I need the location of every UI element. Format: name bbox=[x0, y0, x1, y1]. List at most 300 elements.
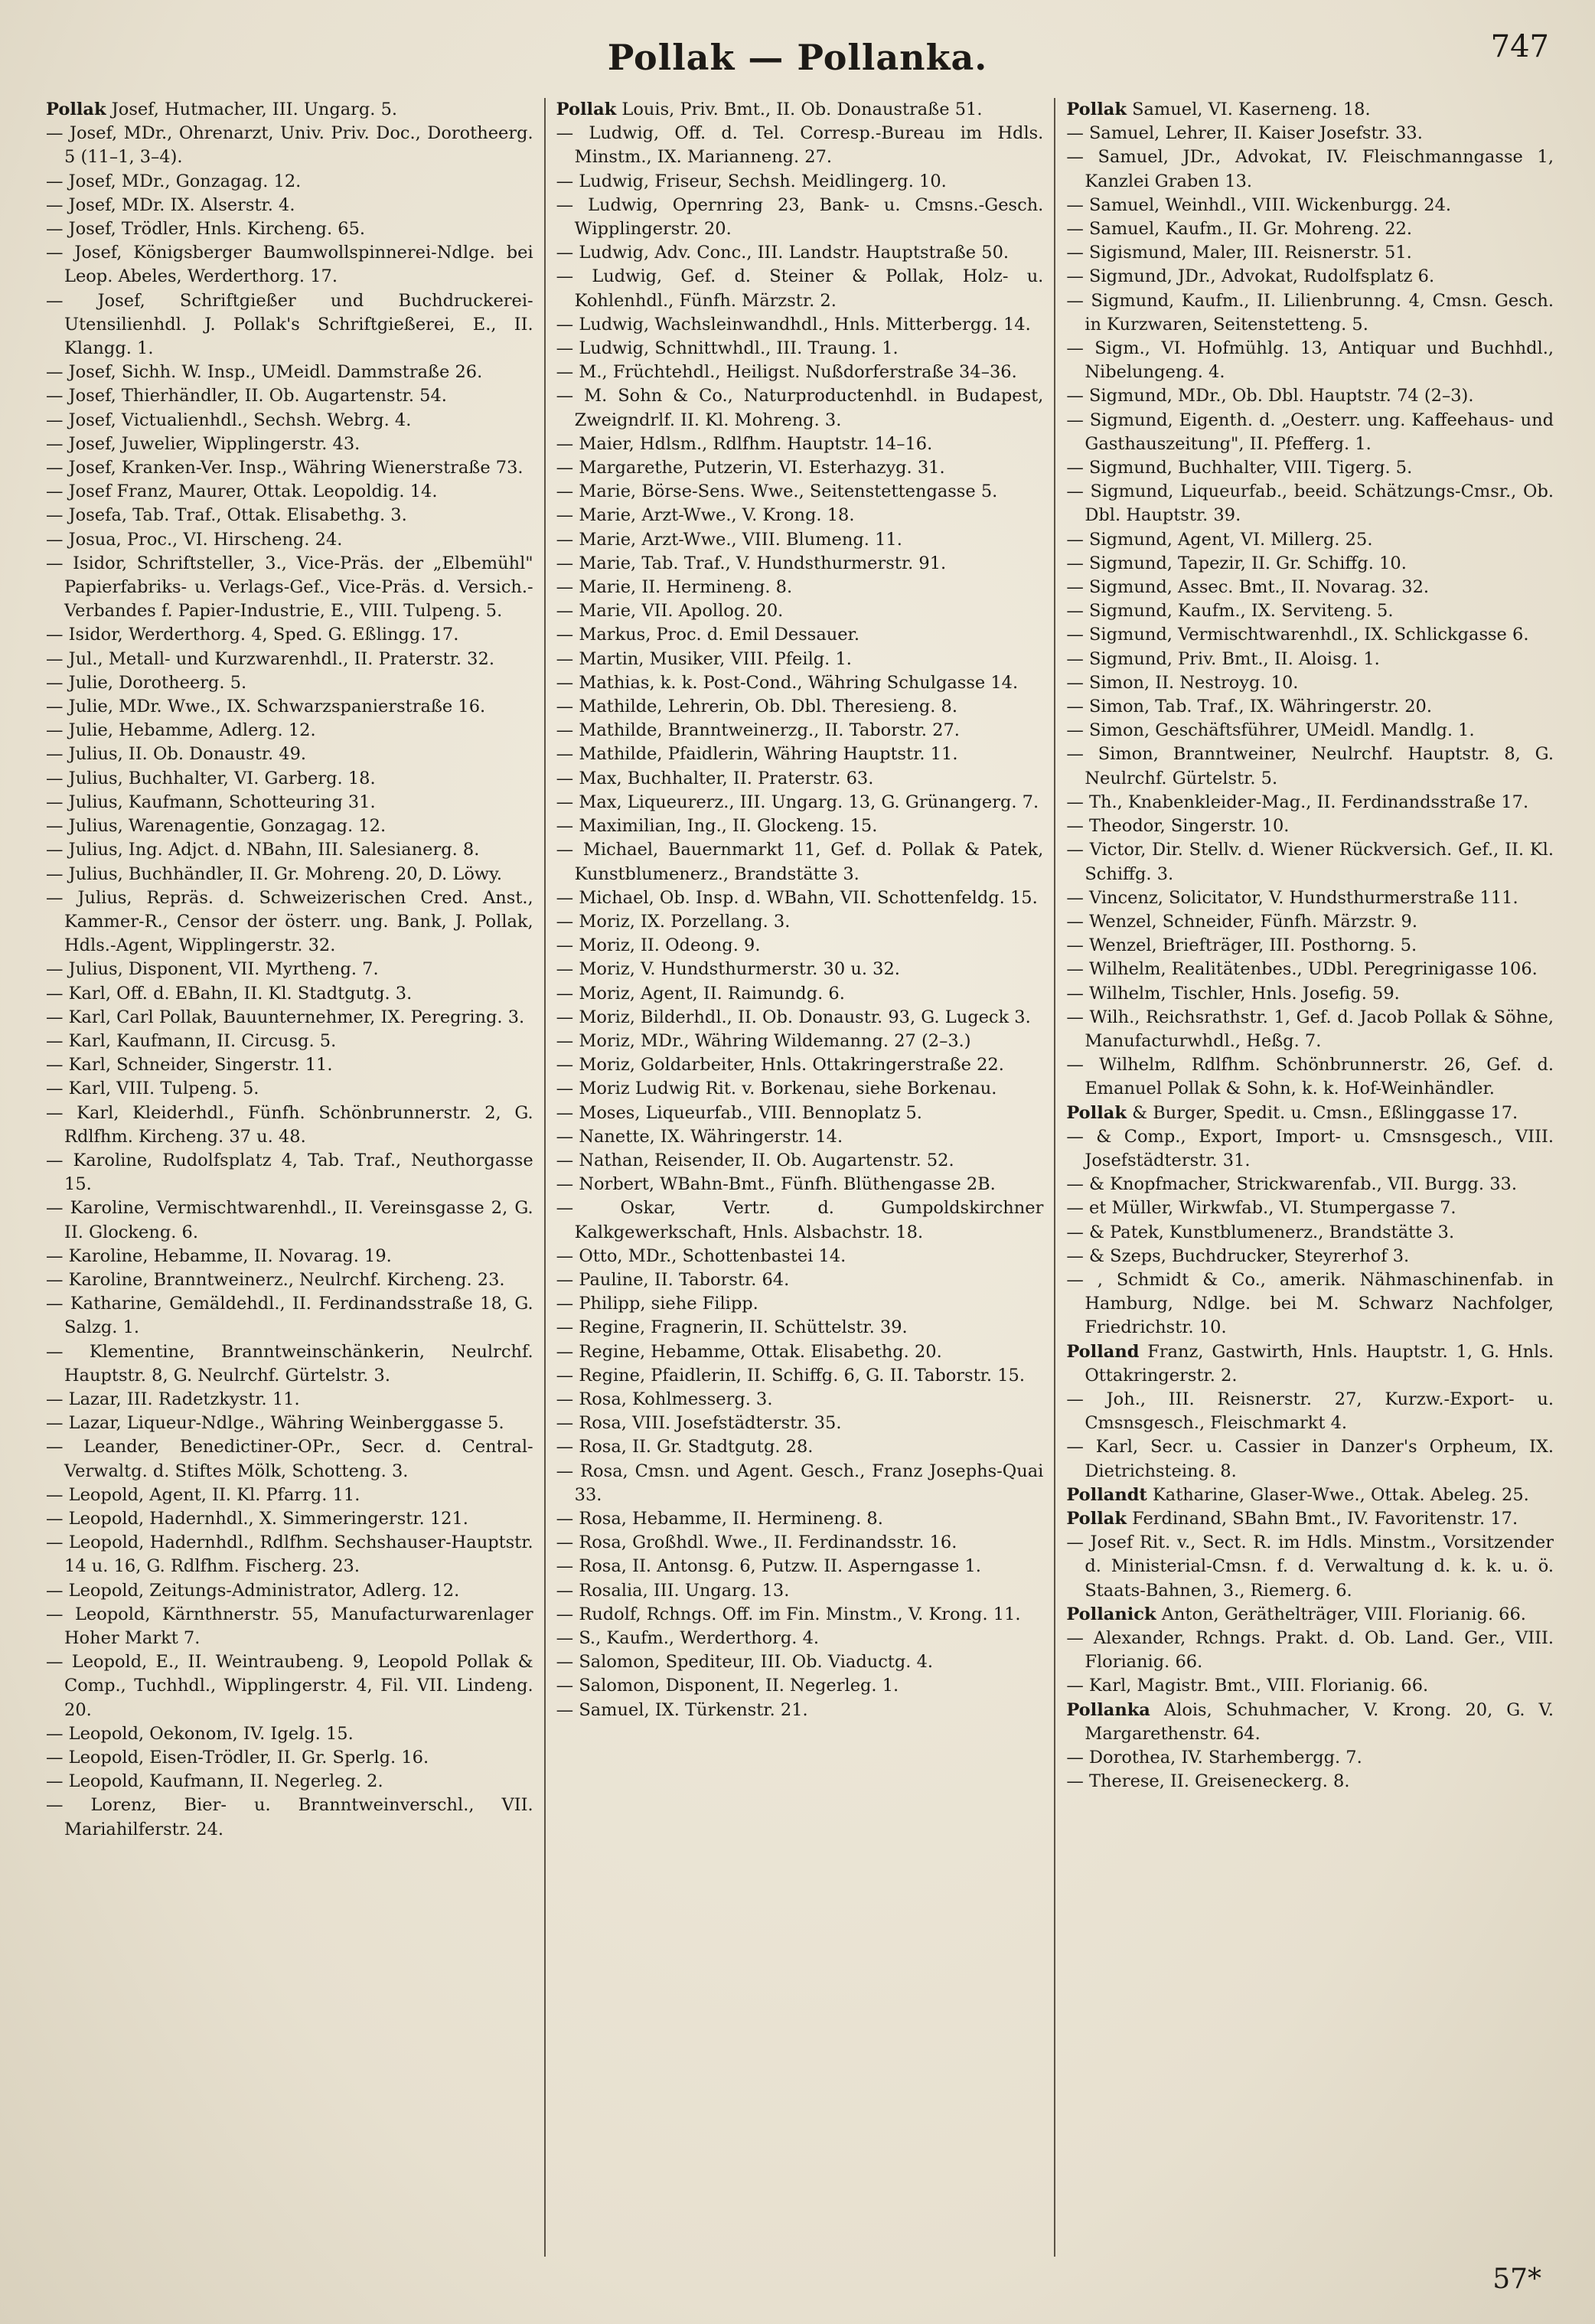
entry-text: — Josef, Victualienhdl., Sechsh. Webrg. 4. bbox=[46, 410, 412, 430]
entry-text: — Max, Liqueurerz., III. Ungarg. 13, G. Grünangerg. 7. bbox=[556, 792, 1039, 812]
directory-entry bbox=[46, 1650, 533, 1722]
directory-entry bbox=[556, 337, 1044, 361]
entry-text: — Lazar, III. Radetzkystr. 11. bbox=[46, 1389, 300, 1409]
directory-entry bbox=[46, 1794, 533, 1841]
entry-text: — Karoline, Branntweinerz., Neulrchf. Kircheng. 23. bbox=[46, 1269, 505, 1290]
directory-entry bbox=[46, 743, 533, 766]
directory-entry bbox=[556, 1699, 1044, 1722]
directory-column bbox=[549, 98, 1052, 2257]
directory-entry bbox=[46, 170, 533, 194]
directory-entry bbox=[46, 1770, 533, 1794]
entry-text: — Simon, Branntweiner, Neulrchf. Hauptstr. 8, G. Neulrchf. Gürtelstr. 5. bbox=[1066, 744, 1554, 788]
entry-text: — Marie, Tab. Traf., V. Hundsthurmerstr. 91. bbox=[556, 553, 947, 573]
directory-entry bbox=[1066, 791, 1554, 814]
entry-text: — Salomon, Spediteur, III. Ob. Viaductg. 4. bbox=[556, 1652, 934, 1673]
entry-text: — Leopold, E., II. Weintraubeng. 9, Leopold Pollak & Comp., Tuchhdl., Wipplingerstr. 4, Fil. VII. Lindeng. 20. bbox=[46, 1652, 533, 1720]
entry-text: — Salomon, Disponent, II. Negerleg. 1. bbox=[556, 1676, 899, 1696]
entry-text: — Rosalia, III. Ungarg. 13. bbox=[556, 1580, 790, 1601]
entry-text: — S., Kaufm., Werderthorg. 4. bbox=[556, 1628, 820, 1648]
directory-entry bbox=[46, 409, 533, 432]
entry-text: — Josef Rit. v., Sect. R. im Hdls. Minstm., Vorsitzender d. Ministerial-Cmsn. f. d. Verwaltung d. k. k. u. ö. Staats-Bahnen, 3., Riemerg. 6. bbox=[1066, 1532, 1554, 1601]
entry-text: — Lorenz, Bier- u. Branntweinverschl., VII. Mariahilferstr. 24. bbox=[46, 1795, 533, 1839]
directory-entry bbox=[556, 814, 1044, 838]
directory-entry bbox=[46, 1746, 533, 1770]
directory-entry bbox=[556, 1149, 1044, 1173]
directory-entry bbox=[556, 1674, 1044, 1698]
entry-text: — Sigmund, Assec. Bmt., II. Novarag. 32. bbox=[1066, 577, 1430, 598]
entry-text: — Julius, Ing. Adjct. d. NBahn, III. Salesianerg. 8. bbox=[46, 840, 480, 860]
directory-entry bbox=[1066, 576, 1554, 599]
directory-entry bbox=[46, 1340, 533, 1388]
entry-text: — Oskar, Vertr. d. Gumpoldskirchner Kalkgewerkschaft, Hnls. Alsbachstr. 18. bbox=[556, 1198, 1044, 1242]
directory-entry bbox=[1066, 1531, 1554, 1603]
directory-entry bbox=[556, 1268, 1044, 1292]
entry-text: — Isidor, Schriftsteller, 3., Vice-Präs. der „Elbemühl" Papierfabriks- u. Verlags-Gef., Vice-Präs. d. Versich.-Verbandes f. Papier-Industrie, E., VIII. Tulpeng. 5. bbox=[46, 553, 533, 622]
directory-entry bbox=[46, 791, 533, 814]
entry-text: — Leopold, Agent, II. Kl. Pfarrg. 11. bbox=[46, 1484, 360, 1505]
directory-entry bbox=[1066, 671, 1554, 695]
directory-entry bbox=[556, 1316, 1044, 1340]
directory-entry bbox=[556, 1196, 1044, 1244]
entry-text: — Vincenz, Solicitator, V. Hundsthurmerstraße 111. bbox=[1066, 887, 1518, 908]
directory-entry bbox=[556, 528, 1044, 552]
entry-text: — Karl, Off. d. EBahn, II. Kl. Stadtgutg. 3. bbox=[46, 983, 413, 1004]
directory-entry bbox=[46, 1484, 533, 1507]
directory-entry bbox=[46, 1412, 533, 1435]
directory-entry bbox=[46, 1102, 533, 1149]
directory-column bbox=[1058, 98, 1561, 2257]
entry-text: — Karl, Kaufmann, II. Circusg. 5. bbox=[46, 1030, 337, 1051]
signature-mark: 57* bbox=[1492, 2264, 1541, 2295]
entry-surname: Pollak bbox=[46, 100, 106, 119]
page-number: 747 bbox=[1490, 29, 1549, 64]
directory-entry bbox=[556, 1053, 1044, 1077]
entry-text: — Josefa, Tab. Traf., Ottak. Elisabethg. 3. bbox=[46, 505, 407, 526]
entry-text: — Mathilde, Pfaidlerin, Währing Hauptstr. 11. bbox=[556, 744, 958, 765]
directory-entry bbox=[46, 1388, 533, 1412]
entry-text: — Ludwig, Adv. Conc., III. Landstr. Hauptstraße 50. bbox=[556, 243, 1010, 263]
directory-entry bbox=[556, 1030, 1044, 1053]
directory-entry bbox=[1066, 194, 1554, 217]
entry-text: — Sigmund, MDr., Ob. Dbl. Hauptstr. 74 (2–3). bbox=[1066, 386, 1474, 406]
entry-text: — Philipp, siehe Filipp. bbox=[556, 1294, 758, 1314]
entry-text: — Katharine, Gemäldehdl., II. Ferdinandsstraße 18, G. Salzg. 1. bbox=[46, 1294, 533, 1338]
directory-entry bbox=[1066, 1053, 1554, 1101]
entry-text: — Rosa, Großhdl. Wwe., II. Ferdinandsstr. 16. bbox=[556, 1532, 957, 1553]
entry-text: — Karl, Secr. u. Cassier in Danzer's Orpheum, IX. Dietrichsteing. 8. bbox=[1066, 1437, 1554, 1481]
entry-text: — et Müller, Wirkwfab., VI. Stumpergasse 7. bbox=[1066, 1198, 1456, 1219]
directory-entry bbox=[46, 361, 533, 384]
directory-entry bbox=[1066, 1674, 1554, 1698]
directory-entry bbox=[1066, 1699, 1554, 1746]
directory-entry bbox=[46, 1245, 533, 1268]
entry-text: — Simon, II. Nestroyg. 10. bbox=[1066, 672, 1299, 693]
directory-entry bbox=[1066, 1006, 1554, 1053]
entry-text: — Marie, VII. Apollog. 20. bbox=[556, 601, 784, 622]
directory-entry bbox=[46, 958, 533, 981]
entry-text: — Marie, Arzt-Wwe., V. Krong. 18. bbox=[556, 505, 855, 526]
entry-text: — Michael, Bauernmarkt 11, Gef. d. Pollak & Patek, Kunstblumenerz., Brandstätte 3. bbox=[556, 840, 1044, 884]
entry-text: & Burger, Spedit. u. Cmsn., Eßlinggasse 17. bbox=[1132, 1102, 1518, 1123]
entry-text: — Wilhelm, Rdlfhm. Schönbrunnerstr. 26, Gef. d. Emanuel Pollak & Sohn, k. k. Hof-Weinhändler. bbox=[1066, 1055, 1554, 1099]
entry-surname: Pollak bbox=[1066, 1102, 1127, 1123]
entry-text: — Moriz, Goldarbeiter, Hnls. Ottakringerstraße 22. bbox=[556, 1055, 1004, 1076]
entry-text: — Samuel, IX. Türkenstr. 21. bbox=[556, 1699, 808, 1720]
entry-text: Anton, Geräthelträger, VIII. Florianig. 66. bbox=[1161, 1604, 1526, 1624]
entry-text: — Norbert, WBahn-Bmt., Fünfh. Blüthengasse 2B. bbox=[556, 1174, 996, 1195]
directory-entry bbox=[556, 599, 1044, 623]
entry-text: — Moriz, Bilderhdl., II. Ob. Donaustr. 93, G. Lugeck 3. bbox=[556, 1007, 1031, 1027]
directory-entry bbox=[1066, 1746, 1554, 1770]
entry-text: — Martin, Musiker, VIII. Pfeilg. 1. bbox=[556, 648, 852, 669]
directory-entry bbox=[46, 1077, 533, 1101]
directory-entry bbox=[1066, 98, 1554, 122]
entry-text: — Samuel, Lehrer, II. Kaiser Josefstr. 33. bbox=[1066, 123, 1423, 144]
directory-entry bbox=[1066, 958, 1554, 981]
entry-text: — , Schmidt & Co., amerik. Nähmaschinenfab. in Hamburg, Ndlge. bei M. Schwarz Nachfolger, Friedrichstr. 10. bbox=[1066, 1269, 1554, 1338]
directory-entry bbox=[46, 456, 533, 480]
directory-entry bbox=[556, 98, 1044, 122]
directory-entry bbox=[556, 122, 1044, 169]
entry-text: — M., Früchtehdl., Heiligst. Nußdorferstraße 34–36. bbox=[556, 362, 1017, 383]
entry-text: — Victor, Dir. Stellv. d. Wiener Rückversich. Gef., II. Kl. Schiffg. 3. bbox=[1066, 840, 1554, 884]
directory-entry bbox=[46, 1149, 533, 1196]
directory-entry bbox=[556, 1435, 1044, 1459]
entry-text: — Mathias, k. k. Post-Cond., Währing Schulgasse 14. bbox=[556, 672, 1019, 693]
entry-text: — Rosa, II. Gr. Stadtgutg. 28. bbox=[556, 1437, 814, 1457]
entry-text: — Wenzel, Schneider, Fünfh. Märzstr. 9. bbox=[1066, 911, 1418, 932]
directory-entry bbox=[1066, 552, 1554, 576]
directory-entry bbox=[556, 504, 1044, 527]
directory-entry bbox=[1066, 886, 1554, 910]
entry-text: — Therese, II. Greiseneckerg. 8. bbox=[1066, 1771, 1350, 1792]
directory-entry bbox=[46, 289, 533, 361]
directory-entry bbox=[556, 743, 1044, 766]
entry-text: — Josef, MDr., Ohrenarzt, Univ. Priv. Doc., Dorotheerg. 5 (11–1, 3–4). bbox=[46, 123, 533, 168]
entry-text: — Jul., Metall- und Kurzwarenhdl., II. Praterstr. 32. bbox=[46, 648, 494, 669]
entry-text: — Josef, Königsberger Baumwollspinnerei-Ndlge. bei Leop. Abeles, Werderthorg. 17. bbox=[46, 243, 533, 287]
entry-text: — Margarethe, Putzerin, VI. Esterhazyg. 31. bbox=[556, 458, 945, 478]
entry-text: — Sigmund, Kaufm., IX. Serviteng. 5. bbox=[1066, 601, 1394, 622]
entry-text: — Josef, Juwelier, Wipplingerstr. 43. bbox=[46, 433, 360, 454]
directory-entry bbox=[46, 552, 533, 624]
entry-text: — Leopold, Kärnthnerstr. 55, Manufacturwarenlager Hoher Markt 7. bbox=[46, 1604, 533, 1648]
directory-entry bbox=[556, 1340, 1044, 1364]
directory-entry bbox=[1066, 241, 1554, 265]
directory-entry bbox=[1066, 265, 1554, 289]
directory-entry bbox=[46, 648, 533, 671]
entry-text: — Sigismund, Maler, III. Reisnerstr. 51. bbox=[1066, 243, 1412, 263]
entry-text: — Wilhelm, Realitätenbes., UDbl. Peregrinigasse 106. bbox=[1066, 959, 1538, 980]
entry-text: Alois, Schuhmacher, V. Krong. 20, G. V. Margarethenstr. 64. bbox=[1085, 1699, 1554, 1744]
entry-text: — Moriz, V. Hundsthurmerstr. 30 u. 32. bbox=[556, 959, 900, 980]
directory-entry bbox=[556, 695, 1044, 719]
entry-text: — Regine, Pfaidlerin, II. Schiffg. 6, G. II. Taborstr. 15. bbox=[556, 1365, 1026, 1386]
directory-entry bbox=[1066, 337, 1554, 384]
entry-text: — Josef, Sichh. W. Insp., UMeidl. Dammstraße 26. bbox=[46, 362, 483, 383]
directory-entry bbox=[1066, 1484, 1554, 1507]
entry-text: — Markus, Proc. d. Emil Dessauer. bbox=[556, 625, 859, 645]
directory-entry bbox=[1066, 1388, 1554, 1435]
directory-entry bbox=[556, 456, 1044, 480]
entry-text: — Josef Franz, Maurer, Ottak. Leopoldig. 14. bbox=[46, 481, 438, 502]
directory-entry bbox=[1066, 982, 1554, 1006]
entry-text: — M. Sohn & Co., Naturproductenhdl. in Budapest, Zweigndrlf. II. Kl. Mohreng. 3. bbox=[556, 386, 1044, 430]
entry-text: — Mathilde, Lehrerin, Ob. Dbl. Theresieng. 8. bbox=[556, 697, 957, 717]
entry-text: — Nanette, IX. Währingerstr. 14. bbox=[556, 1126, 843, 1147]
entry-text: — Josef, MDr., Gonzagag. 12. bbox=[46, 171, 302, 191]
directory-entry bbox=[556, 480, 1044, 504]
entry-text: — Marie, II. Hermineng. 8. bbox=[556, 577, 793, 598]
entry-text: — Karoline, Rudolfsplatz 4, Tab. Traf., Neuthorgasse 15. bbox=[46, 1150, 533, 1195]
directory-entry bbox=[46, 384, 533, 408]
entry-text: — Rosa, VIII. Josefstädterstr. 35. bbox=[556, 1413, 842, 1434]
directory-entry bbox=[556, 958, 1044, 981]
entry-text: — Ludwig, Opernring 23, Bank- u. Cmsns.-Gesch. Wipplingerstr. 20. bbox=[556, 194, 1044, 240]
directory-entry bbox=[556, 1579, 1044, 1603]
entry-text: — Marie, Börse-Sens. Wwe., Seitenstettengasse 5. bbox=[556, 481, 998, 502]
entry-text: — Moriz, Agent, II. Raimundg. 6. bbox=[556, 983, 845, 1004]
entry-text: — Leopold, Oekonom, IV. Igelg. 15. bbox=[46, 1723, 354, 1744]
entry-surname: Pollak bbox=[556, 100, 617, 119]
entry-text: Franz, Gastwirth, Hnls. Hauptstr. 1, G. Hnls. Ottakringerstr. 2. bbox=[1085, 1341, 1554, 1386]
directory-entry bbox=[1066, 456, 1554, 480]
entry-text: — Mathilde, Branntweinerzg., II. Taborstr. 27. bbox=[556, 720, 960, 741]
directory-entry bbox=[556, 241, 1044, 265]
entry-text: — Karl, Carl Pollak, Bauunternehmer, IX. Peregring. 3. bbox=[46, 1007, 525, 1027]
directory-entry bbox=[556, 1173, 1044, 1196]
entry-text: — Julius, Buchhändler, II. Gr. Mohreng. 20, D. Löwy. bbox=[46, 863, 502, 884]
directory-entry bbox=[1066, 695, 1554, 719]
entry-text: — Samuel, Weinhdl., VIII. Wickenburgg. 24. bbox=[1066, 194, 1452, 215]
directory-entry bbox=[1066, 289, 1554, 337]
entry-surname: Pollanick bbox=[1066, 1604, 1156, 1624]
running-head: Pollak — Pollanka. bbox=[607, 37, 988, 78]
directory-entry bbox=[556, 552, 1044, 576]
entry-text: — Julius, Kaufmann, Schotteuring 31. bbox=[46, 792, 376, 812]
entry-text: — Julius, Buchhalter, VI. Garberg. 18. bbox=[46, 768, 376, 788]
entry-text: Samuel, VI. Kaserneng. 18. bbox=[1132, 100, 1371, 119]
column-rule bbox=[1054, 98, 1055, 2257]
entry-text: — Ludwig, Friseur, Sechsh. Meidlingerg. 10. bbox=[556, 171, 947, 191]
directory-entry bbox=[46, 695, 533, 719]
directory-entry bbox=[1066, 1627, 1554, 1674]
directory-entry bbox=[1066, 1221, 1554, 1245]
entry-text: — Michael, Ob. Insp. d. WBahn, VII. Schottenfeldg. 15. bbox=[556, 887, 1038, 908]
directory-entry bbox=[556, 1412, 1044, 1435]
entry-text: — & Szeps, Buchdrucker, Steyrerhof 3. bbox=[1066, 1245, 1410, 1266]
directory-entry bbox=[1066, 1340, 1554, 1388]
directory-entry bbox=[46, 767, 533, 791]
page-header bbox=[0, 29, 1595, 83]
directory-entry bbox=[1066, 838, 1554, 886]
directory-entry bbox=[556, 934, 1044, 958]
entry-text: — Josef, Thierhändler, II. Ob. Augartenstr. 54. bbox=[46, 386, 447, 406]
entry-text: — Th., Knabenkleider-Mag., II. Ferdinandsstraße 17. bbox=[1066, 792, 1529, 812]
entry-text: — Rosa, Kohlmesserg. 3. bbox=[556, 1389, 773, 1409]
directory-entry bbox=[46, 671, 533, 695]
directory-entry bbox=[1066, 1245, 1554, 1268]
entry-surname: Pollak bbox=[1066, 100, 1127, 119]
entry-text: — Sigmund, Buchhalter, VIII. Tigerg. 5. bbox=[1066, 458, 1413, 478]
entry-text: — Sigmund, Priv. Bmt., II. Aloisg. 1. bbox=[1066, 648, 1380, 669]
directory-entry bbox=[1066, 814, 1554, 838]
directory-entry bbox=[46, 98, 533, 122]
directory-entry bbox=[46, 194, 533, 217]
entry-text: — Maximilian, Ing., II. Glockeng. 15. bbox=[556, 816, 878, 837]
directory-entry bbox=[1066, 599, 1554, 623]
entry-text: — Leander, Benedictiner-OPr., Secr. d. Central-Verwaltg. d. Stiftes Mölk, Schotteng. 3. bbox=[46, 1437, 533, 1481]
entry-text: — Julie, Dorotheerg. 5. bbox=[46, 672, 247, 693]
directory-entry bbox=[556, 384, 1044, 432]
entry-text: — Karoline, Hebamme, II. Novarag. 19. bbox=[46, 1245, 392, 1266]
directory-entry bbox=[556, 1077, 1044, 1101]
entry-surname: Polland bbox=[1066, 1341, 1140, 1362]
directory-entry bbox=[46, 1268, 533, 1292]
entry-text: — Sigmund, Tapezir, II. Gr. Schiffg. 10. bbox=[1066, 553, 1407, 573]
directory-entry bbox=[556, 1006, 1044, 1030]
directory-entry bbox=[556, 432, 1044, 456]
directory-entry bbox=[46, 838, 533, 862]
directory-entry bbox=[556, 623, 1044, 647]
entry-text: — Sigmund, Kaufm., II. Lilienbrunng. 4, Cmsn. Gesch. in Kurzwaren, Seitenstetteng. 5. bbox=[1066, 290, 1554, 335]
directory-entry bbox=[1066, 743, 1554, 790]
directory-entry bbox=[46, 1531, 533, 1578]
entry-text: — Josua, Proc., VI. Hirscheng. 24. bbox=[46, 529, 343, 550]
directory-entry bbox=[556, 910, 1044, 934]
entry-text: — Karl, Kleiderhdl., Fünfh. Schönbrunnerstr. 2, G. Rdlfhm. Kircheng. 37 u. 48. bbox=[46, 1102, 533, 1147]
entry-text: — Lazar, Liqueur-Ndlge., Währing Weinberggasse 5. bbox=[46, 1413, 504, 1434]
directory-entry bbox=[46, 1196, 533, 1244]
entry-text: — Karoline, Vermischtwarenhdl., II. Vereinsgasse 2, G. II. Glockeng. 6. bbox=[46, 1198, 533, 1242]
directory-columns bbox=[38, 98, 1561, 2257]
entry-text: — Ludwig, Schnittwhdl., III. Traung. 1. bbox=[556, 338, 899, 359]
entry-text: — Julius, Repräs. d. Schweizerischen Cred. Anst., Kammer-R., Censor der österr. ung. Bank, J. Pollak, Hdls.-Agent, Wipplingerstr. 32. bbox=[46, 887, 533, 956]
directory-entry bbox=[556, 982, 1044, 1006]
directory-entry bbox=[46, 480, 533, 504]
entry-surname: Pollandt bbox=[1066, 1484, 1147, 1505]
entry-text: — Julie, Hebamme, Adlerg. 12. bbox=[46, 720, 316, 741]
entry-text: — Ludwig, Gef. d. Steiner & Pollak, Holz- u. Kohlenhdl., Fünfh. Märzstr. 2. bbox=[556, 266, 1044, 311]
entry-text: — Karl, VIII. Tulpeng. 5. bbox=[46, 1079, 259, 1099]
directory-entry bbox=[556, 361, 1044, 384]
entry-text: — Moriz, MDr., Währing Wildemanng. 27 (2–3.) bbox=[556, 1030, 971, 1051]
directory-entry bbox=[556, 194, 1044, 241]
entry-text: — Ludwig, Off. d. Tel. Corresp.-Bureau im Hdls. Minstm., IX. Marianneng. 27. bbox=[556, 123, 1044, 168]
directory-entry bbox=[1066, 409, 1554, 456]
directory-entry bbox=[46, 1435, 533, 1483]
entry-surname: Pollak bbox=[1066, 1508, 1127, 1529]
entry-text: — Leopold, Eisen-Trödler, II. Gr. Sperlg. 16. bbox=[46, 1748, 429, 1768]
column-rule bbox=[544, 98, 546, 2257]
entry-text: — Theodor, Singerstr. 10. bbox=[1066, 816, 1290, 837]
directory-entry bbox=[46, 719, 533, 743]
entry-text: — Josef, Schriftgießer und Buchdruckerei-Utensilienhdl. J. Pollak's Schriftgießerei, E., II. Klangg. 1. bbox=[46, 290, 533, 359]
directory-entry bbox=[1066, 719, 1554, 743]
directory-entry bbox=[556, 1388, 1044, 1412]
directory-entry bbox=[556, 719, 1044, 743]
entry-text: — Rosa, Hebamme, II. Hermineng. 8. bbox=[556, 1508, 883, 1529]
directory-entry bbox=[1066, 1435, 1554, 1483]
directory-entry bbox=[1066, 1125, 1554, 1173]
entry-text: — Ludwig, Wachsleinwandhdl., Hnls. Mitterbergg. 14. bbox=[556, 314, 1031, 335]
directory-entry bbox=[1066, 1603, 1554, 1627]
entry-text: — Simon, Geschäftsführer, UMeidl. Mandlg. 1. bbox=[1066, 720, 1475, 741]
directory-entry bbox=[556, 791, 1044, 814]
entry-text: — Leopold, Hadernhdl., Rdlfhm. Sechshauser-Hauptstr. 14 u. 16, G. Rdlfhm. Fischerg. 23. bbox=[46, 1532, 533, 1577]
directory-entry bbox=[1066, 910, 1554, 934]
entry-text: — Josef, Kranken-Ver. Insp., Währing Wienerstraße 73. bbox=[46, 458, 524, 478]
directory-entry bbox=[46, 623, 533, 647]
entry-text: — Sigmund, Agent, VI. Millerg. 25. bbox=[1066, 529, 1373, 550]
entry-text: — Rosa, II. Antonsg. 6, Putzw. II. Asperngasse 1. bbox=[556, 1556, 981, 1577]
entry-text: — Wilhelm, Tischler, Hnls. Josefig. 59. bbox=[1066, 983, 1400, 1004]
entry-text: — Marie, Arzt-Wwe., VIII. Blumeng. 11. bbox=[556, 529, 902, 550]
directory-entry bbox=[556, 838, 1044, 886]
entry-text: — Klementine, Branntweinschänkerin, Neulrchf. Hauptstr. 8, G. Neulrchf. Gürtelstr. 3. bbox=[46, 1341, 533, 1386]
entry-text: — Karl, Magistr. Bmt., VIII. Florianig. 66. bbox=[1066, 1676, 1429, 1696]
entry-text: — Isidor, Werderthorg. 4, Sped. G. Eßlingg. 17. bbox=[46, 625, 459, 645]
entry-text: — Rosa, Cmsn. und Agent. Gesch., Franz Josephs-Quai 33. bbox=[556, 1461, 1044, 1505]
directory-entry bbox=[46, 528, 533, 552]
directory-entry bbox=[46, 982, 533, 1006]
entry-text: — Max, Buchhalter, II. Praterstr. 63. bbox=[556, 768, 874, 788]
directory-entry bbox=[556, 1650, 1044, 1674]
entry-text: — Samuel, JDr., Advokat, IV. Fleischmanngasse 1, Kanzlei Graben 13. bbox=[1066, 147, 1554, 191]
entry-text: Katharine, Glaser-Wwe., Ottak. Abeleg. 25. bbox=[1152, 1484, 1529, 1505]
entry-text: — Sigm., VI. Hofmühlg. 13, Antiquar und Buchhdl., Nibelungeng. 4. bbox=[1066, 338, 1554, 383]
directory-entry bbox=[556, 671, 1044, 695]
directory-entry bbox=[556, 1292, 1044, 1316]
entry-text: — Moriz Ludwig Rit. v. Borkenau, siehe Borkenau. bbox=[556, 1079, 997, 1099]
directory-entry bbox=[1066, 1102, 1554, 1125]
entry-text: — Wilh., Reichsrathstr. 1, Gef. d. Jacob Pollak & Söhne, Manufacturwhdl., Heßg. 7. bbox=[1066, 1007, 1554, 1051]
entry-text: — Rudolf, Rchngs. Off. im Fin. Minstm., V. Krong. 11. bbox=[556, 1604, 1021, 1624]
entry-text: — Samuel, Kaufm., II. Gr. Mohreng. 22. bbox=[1066, 219, 1413, 240]
entry-text: Louis, Priv. Bmt., II. Ob. Donaustraße 51. bbox=[621, 100, 983, 119]
directory-entry bbox=[46, 1722, 533, 1746]
directory-entry bbox=[1066, 480, 1554, 527]
entry-text: — Sigmund, Liqueurfab., beeid. Schätzungs-Cmsr., Ob. Dbl. Hauptstr. 39. bbox=[1066, 481, 1554, 526]
directory-entry bbox=[1066, 384, 1554, 408]
directory-entry bbox=[556, 1364, 1044, 1388]
directory-entry bbox=[556, 576, 1044, 599]
directory-entry bbox=[556, 313, 1044, 337]
directory-entry bbox=[46, 1053, 533, 1077]
entry-text: — Leopold, Kaufmann, II. Negerleg. 2. bbox=[46, 1771, 383, 1792]
directory-entry bbox=[1066, 648, 1554, 671]
directory-entry bbox=[1066, 528, 1554, 552]
entry-text: — Wenzel, Briefträger, III. Posthorng. 5. bbox=[1066, 935, 1417, 956]
directory-entry bbox=[556, 1102, 1044, 1125]
entry-text: — & Comp., Export, Import- u. Cmsnsgesch., VIII. Josefstädterstr. 31. bbox=[1066, 1126, 1554, 1170]
directory-entry bbox=[46, 504, 533, 527]
entry-text: — Leopold, Hadernhdl., X. Simmeringerstr. 121. bbox=[46, 1508, 468, 1529]
directory-entry bbox=[556, 1531, 1044, 1555]
directory-entry bbox=[46, 122, 533, 169]
directory-entry bbox=[1066, 1507, 1554, 1531]
directory-entry bbox=[46, 814, 533, 838]
entry-text: — Maier, Hdlsm., Rdlfhm. Hauptstr. 14–16. bbox=[556, 433, 933, 454]
entry-text: — Moses, Liqueurfab., VIII. Bennoplatz 5. bbox=[556, 1102, 922, 1123]
directory-entry bbox=[1066, 217, 1554, 241]
directory-entry bbox=[1066, 1770, 1554, 1794]
entry-text: Josef, Hutmacher, III. Ungarg. 5. bbox=[111, 100, 398, 119]
directory-entry bbox=[556, 1460, 1044, 1507]
entry-text: — Simon, Tab. Traf., IX. Währingerstr. 20. bbox=[1066, 697, 1432, 717]
directory-entry bbox=[556, 1507, 1044, 1531]
directory-entry bbox=[1066, 145, 1554, 193]
